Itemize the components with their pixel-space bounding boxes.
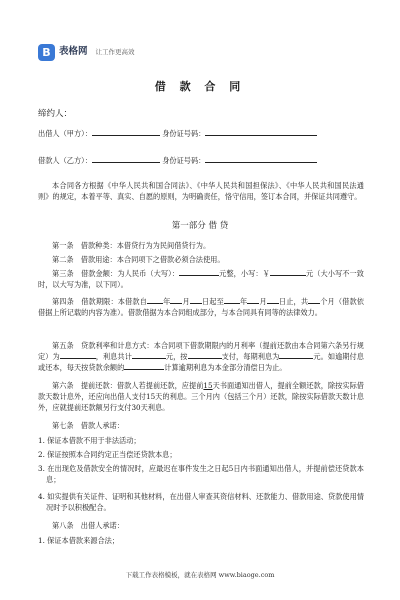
months-field[interactable] [308,296,320,304]
notice-days: 15 [203,381,213,390]
lender-row [38,128,317,139]
lender-id-label: 身份证号码： [162,129,206,138]
early-repay-interest-days: 30 [131,403,141,413]
article-7-item-3: 3. 在出现危及借款安全的情况时，应最迟在事件发生之日起5日内书面通知出借人，并提前偿还贷款本息； [38,464,364,485]
article-3: 第三条 借款金额：为人民币（大写）： 元整，小写：￥ 元（大小写不一致时，以大写为准，以下同）。 [38,269,364,290]
start-day-field[interactable] [190,296,202,304]
start-month-field[interactable] [170,296,182,304]
logo-icon: B [38,44,55,61]
end-month-field[interactable] [247,296,259,304]
end-day-field[interactable] [267,296,279,304]
article-4: 第四条 借款期限：本借款自 年 月 日起至 年 月 日止，共 个月（借款依借据上所记载的内容为准）。借款借据为本合同组成部分，与本合同具有同等的法律效力。 [38,297,364,318]
period-interest-field[interactable] [279,351,313,359]
overdue-rate-field[interactable] [124,362,164,370]
extra-interest-days: 15 [146,392,156,402]
article-7-title: 第七条 借款人承诺： [52,421,124,430]
total-interest-field[interactable] [132,351,166,359]
lender-name-field[interactable] [92,128,160,136]
lender-label: 出借人（甲方）： [38,129,92,138]
amount-upper-field[interactable] [179,268,219,276]
borrower-name-field[interactable] [92,155,160,163]
payment-period-field[interactable] [188,351,222,359]
borrower-label: 借款人（乙方）： [38,156,92,165]
borrower-row [38,155,317,166]
brand-name: 表格网 [59,46,88,58]
document-title: 借 款 合 同 [154,80,246,93]
monthly-rate-field[interactable] [60,351,96,359]
article-8-item-1: 1. 保证本借款来源合法； [38,536,120,545]
article-1: 第一条 借款种类：本借贷行为为民间借贷行为。 [52,241,211,250]
borrower-id-label: 身份证号码： [162,156,206,165]
intro-paragraph: 本合同各方根据《中华人民共和国合同法》、《中华人民共和国担保法》、《中华人民共和国民法通则》的规定，本着平等、真实、自愿的原则，为明确责任，恪守信用，签订本合同，并保证共同遵守。 [38,181,364,202]
page-footer: 下载工作表格模板，就在表格网 www.biaoge.com [125,571,275,579]
start-year-field[interactable] [147,296,163,304]
lender-id-field[interactable] [205,128,317,136]
article-2: 第二条 借款用途：本合同项下之借款必须合法使用。 [52,255,225,264]
article-7-item-2: 2. 保证按照本合同约定正当偿还贷款本息； [38,450,177,459]
part1-title: 第一部分 借 贷 [171,221,229,231]
amount-lower-field[interactable] [270,268,306,276]
article-7-item-4: 4. 如实提供有关证件、证明和其他材料，在出借人审查其资信材料、还款能力、借款用途、贷款使用情况时予以积极配合。 [38,492,364,513]
end-year-field[interactable] [224,296,240,304]
article-5: 第五条 贷款利率和计息方式：本合同项下借款期限内的月利率（提前还款由本合同第六条另行规定）为 ，利息共计 元，按 支付，每期利息为 元。如逾期付息或还本，每天按贷款余额的 计算逾期利息为本金部分清偿日为止。 [38,341,364,373]
brand-slogan: 让工作更高效 [95,48,135,57]
brand-logo[interactable] [38,44,135,61]
article-8-title: 第八条 出借人承诺： [52,521,124,530]
borrower-id-field[interactable] [205,155,317,163]
article-6: 第六条 提前还款：借款人若提前还款，应提前15天书面通知出借人，提前全额还款，除按实际借款天数计息外，还应向出借人支付15天的利息。三个月内（包括三个月）还款，除按实际借款天数计息外，应就提前还款额另行支付30天利息。 [38,381,364,413]
signatories-heading: 缔约人： [38,109,73,119]
article-7-item-1: 1. 保证本借款不用于非法活动； [38,436,141,445]
